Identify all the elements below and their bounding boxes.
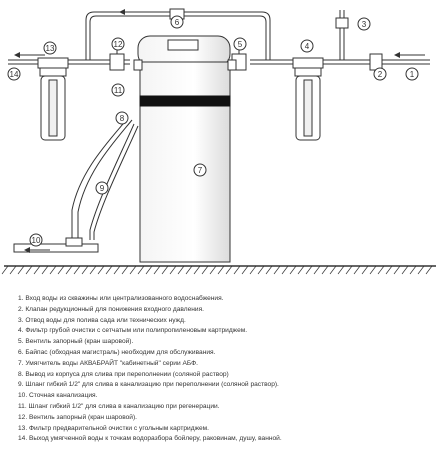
legend-item: 11. Шланг гибкий 1/2" для слива в канализацию при регенерации.: [18, 402, 220, 410]
callout-number: 7: [197, 166, 203, 175]
floor-hatch: [50, 266, 56, 274]
legend-item: 6. Байпас (обходная магистраль) необходим для обслуживания.: [18, 348, 216, 356]
floor-hatch: [18, 266, 24, 274]
callout-8: [116, 112, 128, 124]
floor-hatch: [106, 266, 112, 274]
floor-hatch: [370, 266, 376, 274]
floor-hatch: [178, 266, 184, 274]
legend-item: 3. Отвод воды для полива сада или технических нужд.: [18, 316, 186, 324]
floor-hatch: [2, 266, 8, 274]
legend-item: 14. Выход умягченной воды к точкам водоразбора бойлеру, раковинам, душу, ванной.: [18, 435, 282, 443]
floor-hatch: [202, 266, 208, 274]
floor-hatch: [58, 266, 64, 274]
floor-hatch: [194, 266, 200, 274]
floor-hatch: [314, 266, 320, 274]
floor-hatch: [138, 266, 144, 274]
floor-hatch: [346, 266, 352, 274]
floor-hatch: [250, 266, 256, 274]
floor-hatch: [146, 266, 152, 274]
floor-hatch: [90, 266, 96, 274]
callout-13: [44, 42, 56, 54]
floor-hatch: [298, 266, 304, 274]
garden-branch: [336, 10, 348, 60]
floor-hatch: [354, 266, 360, 274]
callout-number: 10: [31, 236, 41, 245]
floor-hatch: [186, 266, 192, 274]
floor-hatch: [378, 266, 384, 274]
floor-hatch: [402, 266, 408, 274]
floor-hatch: [170, 266, 176, 274]
floor-hatch: [274, 266, 280, 274]
callout-6: [171, 16, 183, 28]
floor-hatch: [122, 266, 128, 274]
callout-14: [8, 68, 20, 80]
callout-11: [112, 84, 124, 96]
filter-4: [293, 58, 323, 140]
hoses: [72, 118, 138, 240]
callout-2: [374, 68, 386, 80]
callout-9: [96, 182, 108, 194]
floor-hatch: [426, 266, 432, 274]
callout-12: [112, 38, 124, 50]
callout-number: 12: [113, 40, 123, 49]
callout-number: 4: [304, 42, 310, 51]
floor-hatch: [42, 266, 48, 274]
floor-hatch: [210, 266, 216, 274]
callout-number: 8: [119, 114, 125, 123]
floor-hatch: [218, 266, 224, 274]
legend-item: 9. Шланг гибкий 1/2" для слива в канализацию при переполнении (соляной раствор).: [18, 381, 279, 389]
callout-4: [301, 40, 313, 52]
floor-hatch: [114, 266, 120, 274]
floor-hatch: [34, 266, 40, 274]
callout-10: [30, 234, 42, 246]
floor-hatch: [306, 266, 312, 274]
legend-item: 5. Вентиль запорный (кран шаровой).: [18, 338, 134, 346]
callout-1: [406, 68, 418, 80]
legend-list: [18, 294, 438, 445]
floor-hatch: [362, 266, 368, 274]
callout-number: 3: [361, 20, 367, 29]
floor-hatch: [74, 266, 80, 274]
floor-hatch: [82, 266, 88, 274]
legend-item: 8. Вывод из корпуса для слива при переполнении (соляной раствор): [18, 370, 229, 378]
filter-13: [38, 58, 68, 140]
floor-hatch: [282, 266, 288, 274]
callout-number: 14: [9, 70, 19, 79]
floor-hatch: [386, 266, 392, 274]
floor-hatch: [394, 266, 400, 274]
valve-12: [110, 48, 124, 70]
callout-5: [234, 38, 246, 50]
floor-hatch: [242, 266, 248, 274]
floor-hatch: [418, 266, 424, 274]
callout-7: [194, 164, 206, 176]
legend-item: 4. Фильтр грубой очистки с сетчатым или полипропиленовым картриджем.: [18, 327, 248, 335]
callout-number: 11: [113, 86, 123, 95]
floor-hatch: [154, 266, 160, 274]
legend-item: 7. Умягчитель воды АКВАБРАЙТ "кабинетный" серии АБФ.: [18, 359, 198, 367]
floor-hatch: [322, 266, 328, 274]
callout-number: 9: [99, 184, 105, 193]
floor-hatch: [258, 266, 264, 274]
floor-hatch: [130, 266, 136, 274]
legend-item: 10. Сточная канализация.: [18, 392, 98, 400]
callout-number: 6: [174, 18, 180, 27]
callout-number: 13: [45, 44, 55, 53]
floor-hatch: [162, 266, 168, 274]
callout-3: [358, 18, 370, 30]
floor: [2, 266, 436, 274]
floor-hatch: [226, 266, 232, 274]
legend-item: 1. Вход воды из скважины или централизованного водоснабжения.: [18, 295, 224, 302]
floor-hatch: [410, 266, 416, 274]
callout-number: 5: [237, 40, 243, 49]
callout-number: 2: [377, 70, 383, 79]
legend-item: 12. Вентиль запорный (кран шаровой).: [18, 413, 137, 421]
floor-hatch: [234, 266, 240, 274]
legend-item: 13. Фильтр предварительной очистки с угольным картриджем.: [18, 424, 210, 432]
floor-hatch: [98, 266, 104, 274]
floor-hatch: [338, 266, 344, 274]
floor-hatch: [266, 266, 272, 274]
floor-hatch: [290, 266, 296, 274]
floor-hatch: [10, 266, 16, 274]
floor-hatch: [66, 266, 72, 274]
softener-cabinet: [134, 36, 236, 262]
floor-hatch: [330, 266, 336, 274]
floor-hatch: [26, 266, 32, 274]
legend-item: 2. Клапан редукционный для понижения входного давления.: [18, 305, 205, 313]
callout-number: 1: [409, 70, 415, 79]
